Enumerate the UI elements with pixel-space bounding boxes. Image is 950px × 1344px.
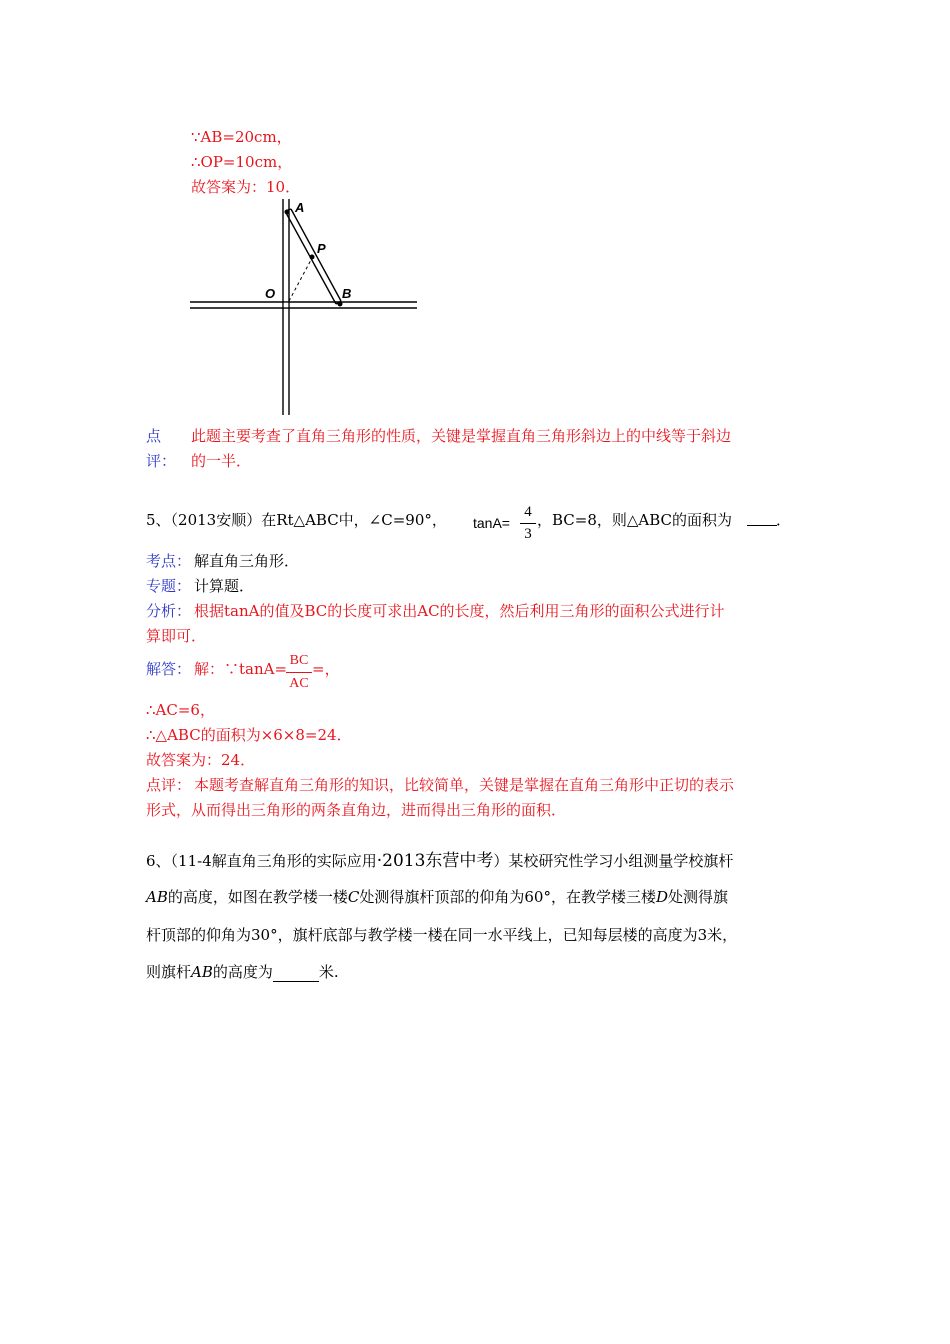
solution-line-op: ∴OP=10cm， bbox=[191, 153, 293, 171]
comment-text-2: 的一半． bbox=[191, 452, 252, 470]
fenxi-label: 分析： bbox=[146, 602, 192, 620]
question-6-line-2 bbox=[146, 887, 728, 907]
dianping-text-1: 本题考查解直角三角形的知识，比较简单，关键是掌握在直角三角形中正切的表示 bbox=[194, 776, 735, 794]
var-ab: AB bbox=[146, 888, 168, 906]
zhuanti-label: 专题： bbox=[146, 577, 192, 595]
q6-text-e: 处测得旗 bbox=[667, 888, 728, 906]
comment-label-2: 评： bbox=[146, 452, 177, 470]
line-area: ∴△ABC的面积为×6×8=24． bbox=[146, 726, 352, 744]
question-5-blank bbox=[747, 509, 777, 526]
var-c: C bbox=[347, 888, 360, 906]
solution-answer: 故答案为：10． bbox=[191, 178, 301, 196]
jieda-prefix: 解：∵tanA= bbox=[194, 660, 288, 678]
question-5-end: ． bbox=[776, 511, 792, 529]
question-5-fraction bbox=[520, 503, 536, 543]
question-6-line-1 bbox=[146, 850, 733, 872]
kaodian-text: 解直角三角形． bbox=[194, 552, 300, 570]
question-5-prefix: 5、（2013安顺）在Rt△ABC中，∠C=90°， bbox=[146, 511, 447, 529]
var-d: D bbox=[655, 888, 668, 906]
q6-text-b: 处测得旗杆顶部的仰角为60°，在教学楼三楼 bbox=[359, 888, 656, 906]
jieda-suffix: =， bbox=[312, 660, 340, 678]
label-o: O bbox=[265, 286, 276, 301]
answer-5: 故答案为：24． bbox=[146, 751, 256, 769]
q6-text-h: 米. bbox=[318, 963, 339, 981]
fenxi-text-2: 算即可． bbox=[146, 627, 207, 645]
question-6-intro: ）某校研究性学习小组测量学校旗杆 bbox=[493, 852, 734, 870]
q6-text-f: 则旗杆 bbox=[146, 963, 192, 981]
fraction-numerator: BC bbox=[289, 653, 309, 668]
q6-text-g: 的高度为 bbox=[212, 963, 273, 981]
label-p: P bbox=[317, 241, 326, 256]
label-b: B bbox=[342, 286, 352, 301]
question-6-line-3: 杆顶部的仰角为30°，旗杆底部与教学楼一楼在同一水平线上，已知每层楼的高度为3米， bbox=[146, 926, 738, 944]
question-5-suffix: ，BC=8，则△ABC的面积为 bbox=[537, 511, 733, 529]
comment-text-1: 此题主要考查了直角三角形的性质，关键是掌握直角三角形斜边上的中线等于斜边 bbox=[191, 427, 732, 445]
var-ab-2: AB bbox=[191, 963, 213, 981]
jieda-label: 解答： bbox=[146, 660, 192, 678]
ladder-figure bbox=[185, 197, 425, 417]
dianping-text-2: 形式，从而得出三角形的两条直角边，进而得出三角形的面积． bbox=[146, 801, 567, 819]
question-6-blank bbox=[273, 965, 319, 982]
question-6-line-4 bbox=[146, 962, 339, 982]
dianping-label: 点评： bbox=[146, 776, 192, 794]
question-6-exam: ·2013东营中考 bbox=[376, 851, 494, 871]
jieda-fraction bbox=[286, 652, 312, 692]
kaodian-label: 考点： bbox=[146, 552, 192, 570]
question-5-tan-label: tanA= bbox=[473, 515, 510, 531]
solution-line-ab: ∵AB=20cm， bbox=[191, 128, 292, 146]
fenxi-text-1: 根据tanA的值及BC的长度可求出AC的长度，然后利用三角形的面积公式进行计 bbox=[194, 602, 725, 620]
fraction-denominator: AC bbox=[289, 676, 309, 691]
question-6-source: 6、（11-4解直角三角形的实际应用 bbox=[146, 852, 377, 870]
fraction-numerator: 4 bbox=[524, 504, 532, 520]
fraction-denominator: 3 bbox=[524, 526, 532, 542]
label-a: A bbox=[295, 200, 305, 215]
comment-label-1: 点 bbox=[146, 427, 162, 445]
line-ac: ∴AC=6， bbox=[146, 701, 215, 719]
q6-text-a: 的高度，如图在教学楼一楼 bbox=[167, 888, 348, 906]
zhuanti-text: 计算题． bbox=[194, 577, 255, 595]
